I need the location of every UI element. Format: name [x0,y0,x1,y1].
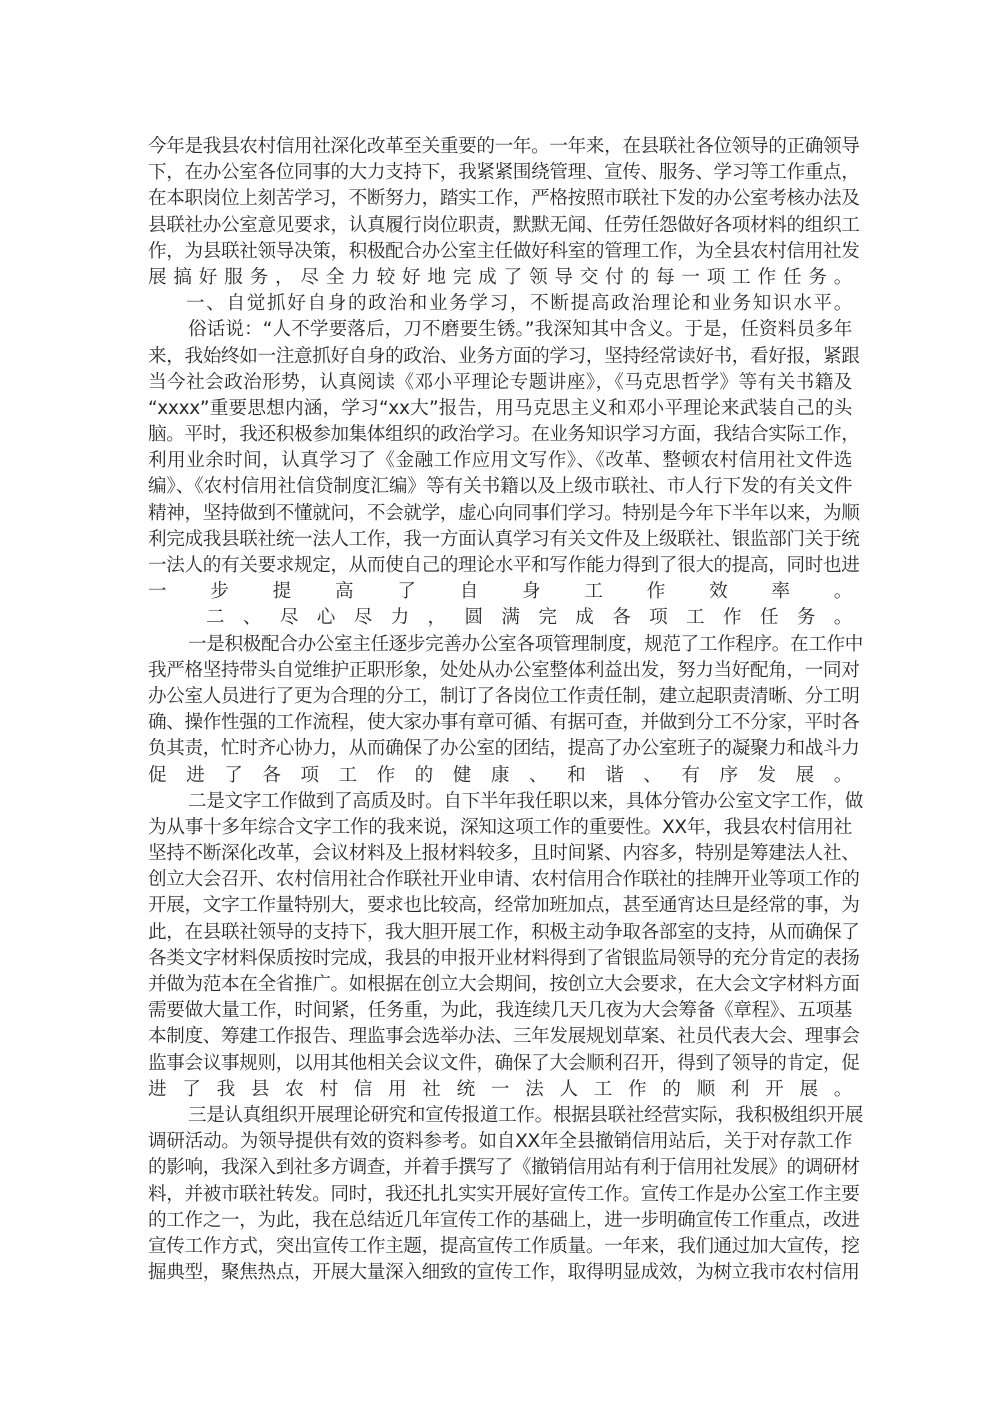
item-three-paragraph [148,1103,864,1286]
text-line: 精神，坚持做到不懂就问，不会就学，虚心向同事们学习。特别是今年下半年以来，为顺 [148,502,860,524]
intro-paragraph [148,134,860,291]
text-line: 料，并被市联社转发。同时，我还扎扎实实开展好宣传工作。宣传工作是办公室工作主要 [148,1183,860,1205]
text-line: 下，在办公室各位同事的大力支持下，我紧紧围绕管理、宣传、服务、学习等工作重点， [148,162,860,184]
text-line: 此，在县联社领导的支持下，我大胆开展工作，积极主动争取各部室的支持，从而确保了 [148,921,860,943]
text-line: 开展，文字工作量特别大，要求也比较高，经常加班加点，甚至通宵达旦是经常的事，为 [148,895,860,917]
text-line: 坚持不断深化改革，会议材料及上报材料较多，且时间紧、内容多，特别是筹建法人社、 [148,843,860,865]
item-one-paragraph [148,632,864,789]
text-line: 一法人的有关要求规定，从而使自己的理论水平和写作能力得到了很大的提高，同时也进 [148,555,860,576]
text-line: 需要做大量工作，时间紧，任务重，为此，我连续几天几夜为大会筹备《章程》、五项基 [148,1000,852,1022]
text-line: 宣传工作方式，突出宣传工作主题，提高宣传工作质量。一年来，我们通过加大宣传，挖 [148,1235,860,1257]
text-line: 一是积极配合办公室主任逐步完善办公室各项管理制度，规范了工作程序。在工作中 [188,633,864,655]
text-line: 利完成我县联社统一法人工作，我一方面认真学习有关文件及上级联社、银监部门关于统 [148,528,860,550]
text-line: 今年是我县农村信用社深化改革至关重要的一年。一年来，在县联社各位领导的正确领导 [148,136,860,157]
text-line: 监事会议事规则，以用其他相关会议文件，确保了大会顺利召开，得到了领导的肯定，促 [148,1052,860,1074]
text-line: 并做为范本在全省推广。如根据在创立大会期间，按创立大会要求，在大会文字材料方面 [148,974,860,995]
text-line: 县联社办公室意见要求，认真履行岗位职责，默默无闻、任劳任怨做好各项材料的组织工 [148,214,860,236]
text-line: 在本职岗位上刻苦学习，不断努力，踏实工作，严格按照市联社下发的办公室考核办法及 [148,188,860,210]
text-line: 来，我始终如一注意抓好自身的政治、业务方面的学习，坚持经常读好书，看好报，紧跟 [148,345,860,367]
text-line: 调研活动。为领导提供有效的资料参考。如自XX年全县撤销信用站后，关于对存款工作 [148,1131,852,1153]
text-line: 创立大会召开、农村信用社合作联社开业申请、农村信用合作联社的挂牌开业等项工作的 [148,869,860,891]
text-line: 本制度、筹建工作报告、理监事会选举办法、三年发展规划草案、社员代表大会、理事会 [148,1026,860,1048]
document-page [148,134,864,1286]
text-line: “xxxx”重要思想内涵，学习“xx大”报告，用马克思主义和邓小平理论来武装自己的头 [148,397,852,419]
section-heading-2: 二​、​尽​心​尽​力​，​圆​满​完​成​各​项​工​作​任​务​。 [206,607,852,629]
text-line: 利用业余时间，认真学习了《金融工作应用文写作》、《改革、整顿农村信用社文件选 [148,450,852,472]
text-line: 三是认真组织开展理论研究和宣传报道工作。根据县联社经营实际，我积极组织开展 [188,1104,864,1126]
text-line: 俗话说：“人不学要落后，刀不磨要生锈。”我深知其中含义。于是，任资料员多年 [188,319,852,341]
text-line: 作，为县联社领导决策，积极配合办公室主任做好科室的管理工作，为全县农村信用社发 [148,240,860,262]
text-line: 一​步​提​高​了​自​身​工​作​效​率​。 [148,581,852,603]
text-line: 确、操作性强的工作流程，使大家办事有章可循、有据可查，并做到分工不分家，平时各 [148,712,860,734]
text-line: 脑。平时，我还积极参加集体组织的政治学习。在业务知识学习方面，我结合实际工作， [148,424,860,446]
section-heading-1: 一、自觉抓好自身的政治和业务学习，不断提高政治理论和业务知识水平。 [186,293,852,315]
text-line: 当今社会政治形势，认真阅读《邓小平理论专题讲座》，《马克思哲学》等有关书籍及 [148,371,852,393]
text-line: 掘典型，聚焦热点，开展大量深入细致的宣传工作，取得明显成效，为树立我市农村信用 [148,1262,860,1284]
text-line: 的影响，我深入到社多方调查，并着手撰写了《撤销信用站有利于信用社发展》的调研材 [148,1157,860,1179]
study-paragraph [148,317,860,605]
text-line: 我严格坚持带头自觉维护正职形象，处处从办公室整体利益出发，努力当好配角，一同对 [148,659,860,681]
text-line: 的工作之一，为此，我在总结近几年宣传工作的基础上，进一步明确宣传工作重点，改进 [148,1209,860,1231]
text-line: 进​了​我​县​农​村​信​用​社​统​一​法​人​工​作​的​顺​利​开​展​。 [148,1078,852,1100]
text-line: 为从事十多年综合文字工作的我来说，深知这项工作的重要性。XX年，我县农村信用社 [148,816,852,838]
item-two-paragraph [148,789,864,1103]
text-line: 各类文字材料保质按时完成，我县的申报开业材料得到了省银监局领导的充分肯定的表扬 [148,947,860,969]
text-line: 展​搞​好​服​务​，​尽​全​力​较​好​地​完​成​了​领​导​交​付​的​每​一​项​工​作​任​务​。 [148,266,852,288]
text-line: 编》、《农村信用社信贷制度汇编》等有关书籍以及上级市联社、市人行下发的有关文件 [148,476,852,498]
text-line: 促​进​了​各​项​工​作​的​健​康​、​和​谐​、​有​序​发​展​。 [148,764,852,786]
text-line: 负其责，忙时齐心协力，从而确保了办公室的团结，提高了办公室班子的凝聚力和战斗力 [148,738,860,760]
text-line: 二是文字工作做到了高质及时。自下半年我任职以来，具体分管办公室文字工作，做 [188,790,864,812]
text-line: 办公室人员进行了更为合理的分工，制订了各岗位工作责任制，建立起职责清晰、分工明 [148,685,860,707]
